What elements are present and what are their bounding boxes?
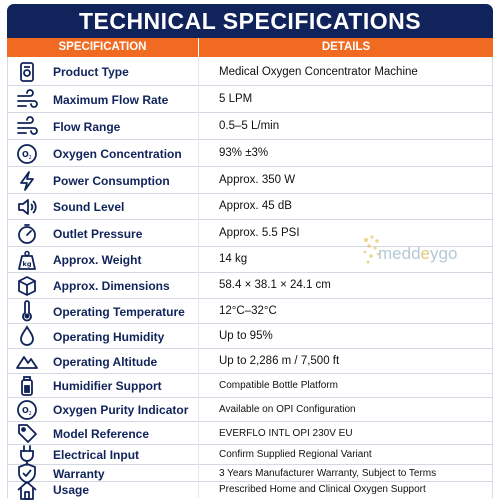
table-row xyxy=(8,465,492,482)
spec-label: Humidifier Support xyxy=(53,379,162,393)
spec-value: 12°C–32°C xyxy=(219,305,277,317)
table-row xyxy=(8,167,492,194)
water-drop-icon xyxy=(16,325,40,347)
svg-text:kg: kg xyxy=(22,260,32,268)
table-header xyxy=(7,38,493,57)
svg-text:O: O xyxy=(22,150,29,159)
weight-icon xyxy=(16,249,40,271)
spec-label: Electrical Input xyxy=(53,448,140,462)
spec-value: 93% ±3% xyxy=(219,147,269,159)
spec-label: Outlet Pressure xyxy=(53,227,143,241)
o2-icon xyxy=(16,143,40,165)
spec-label: Model Reference xyxy=(53,427,150,441)
spec-label: Approx. Weight xyxy=(53,253,142,267)
wind-flow-icon xyxy=(16,116,40,138)
lightning-icon xyxy=(16,170,40,192)
spec-label: Power Consumption xyxy=(53,174,170,188)
spec-value: 5 LPM xyxy=(219,93,253,105)
table-row xyxy=(8,445,492,465)
spec-value: Up to 95% xyxy=(219,330,273,342)
spec-value: 0.5–5 L/min xyxy=(219,120,280,132)
wind-flow-icon xyxy=(16,89,40,111)
table-row xyxy=(8,140,492,167)
watermark-text-start: medd xyxy=(378,244,421,263)
table-row xyxy=(8,422,492,445)
spec-value: Confirm Supplied Regional Variant xyxy=(219,449,372,460)
spec-value: Approx. 350 W xyxy=(219,174,296,186)
watermark-text-end: ygo xyxy=(430,244,458,263)
page-title: TECHNICAL SPECIFICATIONS xyxy=(7,4,493,38)
home-icon xyxy=(16,479,40,501)
svg-text:2: 2 xyxy=(28,155,32,161)
column-divider xyxy=(198,57,199,498)
spec-label: Oxygen Purity Indicator xyxy=(53,403,189,417)
brand-watermark xyxy=(360,232,500,280)
column-header-specification: SPECIFICATION xyxy=(58,41,147,53)
spec-label: Usage xyxy=(53,483,90,497)
table-row xyxy=(8,299,492,324)
gauge-icon xyxy=(16,223,40,245)
mountain-icon xyxy=(16,350,40,372)
table-row xyxy=(8,324,492,349)
spec-label: Warranty xyxy=(53,467,105,481)
watermark-text xyxy=(378,244,457,264)
table-row xyxy=(8,86,492,113)
table-row xyxy=(8,113,492,140)
spec-value: Approx. 5.5 PSI xyxy=(219,227,300,239)
speaker-icon xyxy=(16,196,40,218)
spec-label: Approx. Dimensions xyxy=(53,279,170,293)
spec-label: Operating Temperature xyxy=(53,305,185,319)
spec-label: Operating Altitude xyxy=(53,355,158,369)
spec-value: Up to 2,286 m / 7,500 ft xyxy=(219,355,340,367)
table-row xyxy=(8,194,492,220)
svg-text:2: 2 xyxy=(28,411,32,417)
product-box-icon xyxy=(16,61,40,83)
table-row xyxy=(8,374,492,398)
spec-value: Medical Oxygen Concentrator Machine xyxy=(219,66,418,78)
spec-label: Operating Humidity xyxy=(53,330,165,344)
spec-label: Flow Range xyxy=(53,120,121,134)
svg-text:O: O xyxy=(22,406,29,415)
tag-icon xyxy=(16,422,40,444)
spec-value: Compatible Bottle Platform xyxy=(219,380,338,391)
cube-icon xyxy=(16,275,40,297)
spec-label: Oxygen Concentration xyxy=(53,147,182,161)
spec-value: Prescribed Home and Clinical Oxygen Support xyxy=(219,484,426,495)
table-row xyxy=(8,349,492,374)
spec-label: Product Type xyxy=(53,65,129,79)
table-row xyxy=(8,482,492,498)
spec-value: 58.4 × 38.1 × 24.1 cm xyxy=(219,279,331,291)
spec-value: Available on OPI Configuration xyxy=(219,404,356,415)
spec-label: Maximum Flow Rate xyxy=(53,93,169,107)
spec-value: 3 Years Manufacturer Warranty, Subject to Terms xyxy=(219,468,437,479)
thermometer-icon xyxy=(16,300,40,322)
table-row xyxy=(8,57,492,86)
table-row xyxy=(8,398,492,422)
spec-value: EVERFLO INTL OPI 230V EU xyxy=(219,428,353,439)
watermark-text-accent: e xyxy=(420,244,430,263)
spec-label: Sound Level xyxy=(53,200,125,214)
humidifier-bottle-icon xyxy=(16,375,40,397)
o2-icon xyxy=(16,399,40,421)
spec-value: 14 kg xyxy=(219,253,248,265)
spec-value: Approx. 45 dB xyxy=(219,200,292,212)
column-header-details: DETAILS xyxy=(321,41,371,53)
